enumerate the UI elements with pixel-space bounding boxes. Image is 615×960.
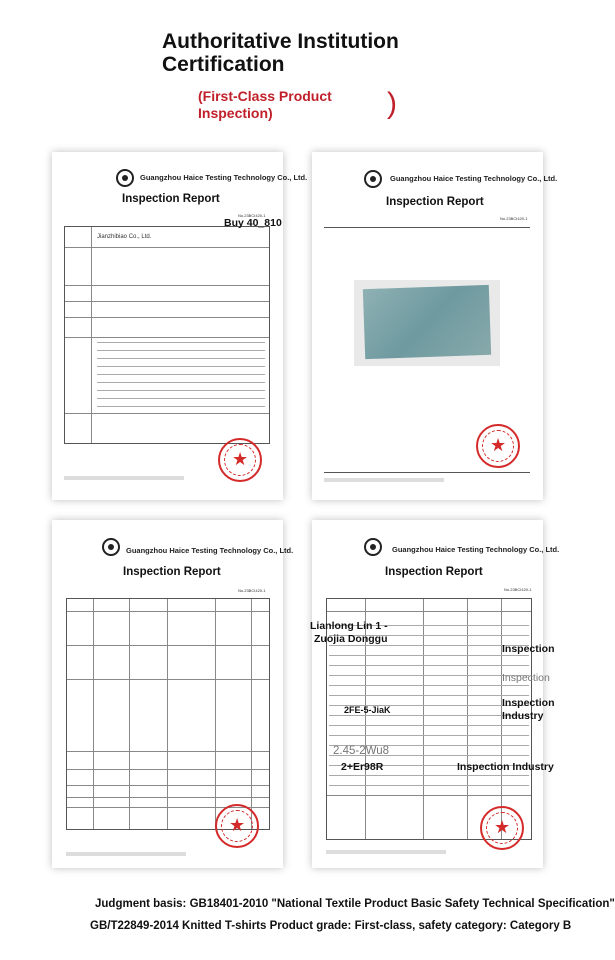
report-card-3 bbox=[52, 520, 294, 868]
page-title bbox=[162, 30, 462, 76]
report-number: No.23BCI420-1 bbox=[238, 213, 266, 218]
report-card-1 bbox=[52, 152, 308, 500]
company-logo-icon bbox=[364, 170, 382, 188]
company-field-value: Jianzhibiao Co., Ltd. bbox=[97, 234, 152, 240]
star-icon: ★ bbox=[232, 449, 249, 469]
overlay-inspection-2: Inspection bbox=[502, 672, 550, 684]
overlay-lianlong: Lianlong Lin 1 - bbox=[310, 620, 388, 632]
official-stamp bbox=[218, 438, 262, 482]
overlay-inspection-3: Inspection bbox=[502, 697, 555, 709]
card-footer bbox=[324, 478, 444, 482]
report-number: No.23BCI420-1 bbox=[500, 216, 528, 221]
page-title-line1: Authoritative Institution bbox=[162, 30, 399, 53]
overlay-buy-label: Buy 40_810 bbox=[224, 217, 282, 229]
report-number: No.23BCI420-1 bbox=[504, 587, 532, 592]
company-logo-icon bbox=[102, 538, 120, 556]
subtitle-close-paren: ) bbox=[387, 87, 397, 120]
report-title: Inspection Report bbox=[385, 566, 483, 578]
overlay-zuojia: Zuojia Donggu bbox=[314, 633, 388, 645]
company-name: Guangzhou Haice Testing Technology Co., Ltd. bbox=[140, 173, 308, 182]
overlay-industry-1: Industry bbox=[502, 710, 544, 722]
page-subtitle-line2: Inspection) bbox=[198, 105, 273, 121]
overlay-2er: 2+Er98R bbox=[341, 761, 384, 773]
overlay-inspection-industry: Inspection Industry bbox=[457, 761, 554, 773]
report-card-2 bbox=[312, 152, 558, 500]
report-title: Inspection Report bbox=[122, 193, 220, 205]
card-footer bbox=[66, 852, 186, 856]
official-stamp bbox=[480, 806, 524, 850]
card-footer bbox=[64, 476, 184, 480]
company-name: Guangzhou Haice Testing Technology Co., Ltd. bbox=[392, 545, 560, 554]
company-logo-icon bbox=[364, 538, 382, 556]
company-name: Guangzhou Haice Testing Technology Co., Ltd. bbox=[126, 546, 294, 555]
company-name: Guangzhou Haice Testing Technology Co., Ltd. bbox=[390, 174, 558, 183]
overlay-inspection-1: Inspection bbox=[502, 643, 555, 655]
report-title: Inspection Report bbox=[386, 196, 484, 208]
report-card-4 bbox=[312, 520, 560, 868]
star-icon: ★ bbox=[494, 817, 511, 837]
card-footer bbox=[326, 850, 446, 854]
report-title: Inspection Report bbox=[123, 566, 221, 578]
overlay-245: 2.45-2Wu8 bbox=[333, 745, 390, 757]
report-table bbox=[64, 226, 270, 444]
judgment-basis-line2: GB/T22849-2014 Knitted T-shirts Product grade: First-class, safety category: Category B bbox=[90, 920, 572, 932]
judgment-basis-line1: Judgment basis: GB18401-2010 "National Textile Product Basic Safety Technical Specification" bbox=[95, 898, 615, 910]
overlay-2fe: 2FE-5-JiaK bbox=[344, 705, 391, 715]
company-logo-icon bbox=[116, 169, 134, 187]
fabric-sample-image bbox=[363, 285, 491, 359]
page-subtitle-line1: (First-Class Product bbox=[198, 88, 332, 104]
star-icon: ★ bbox=[229, 815, 246, 835]
report-table bbox=[66, 598, 270, 830]
official-stamp bbox=[215, 804, 259, 848]
official-stamp bbox=[476, 424, 520, 468]
page-title-line2: Certification bbox=[162, 53, 285, 76]
star-icon: ★ bbox=[490, 435, 507, 455]
page-subtitle bbox=[198, 88, 368, 122]
report-number: No.23BCI420-1 bbox=[238, 588, 266, 593]
